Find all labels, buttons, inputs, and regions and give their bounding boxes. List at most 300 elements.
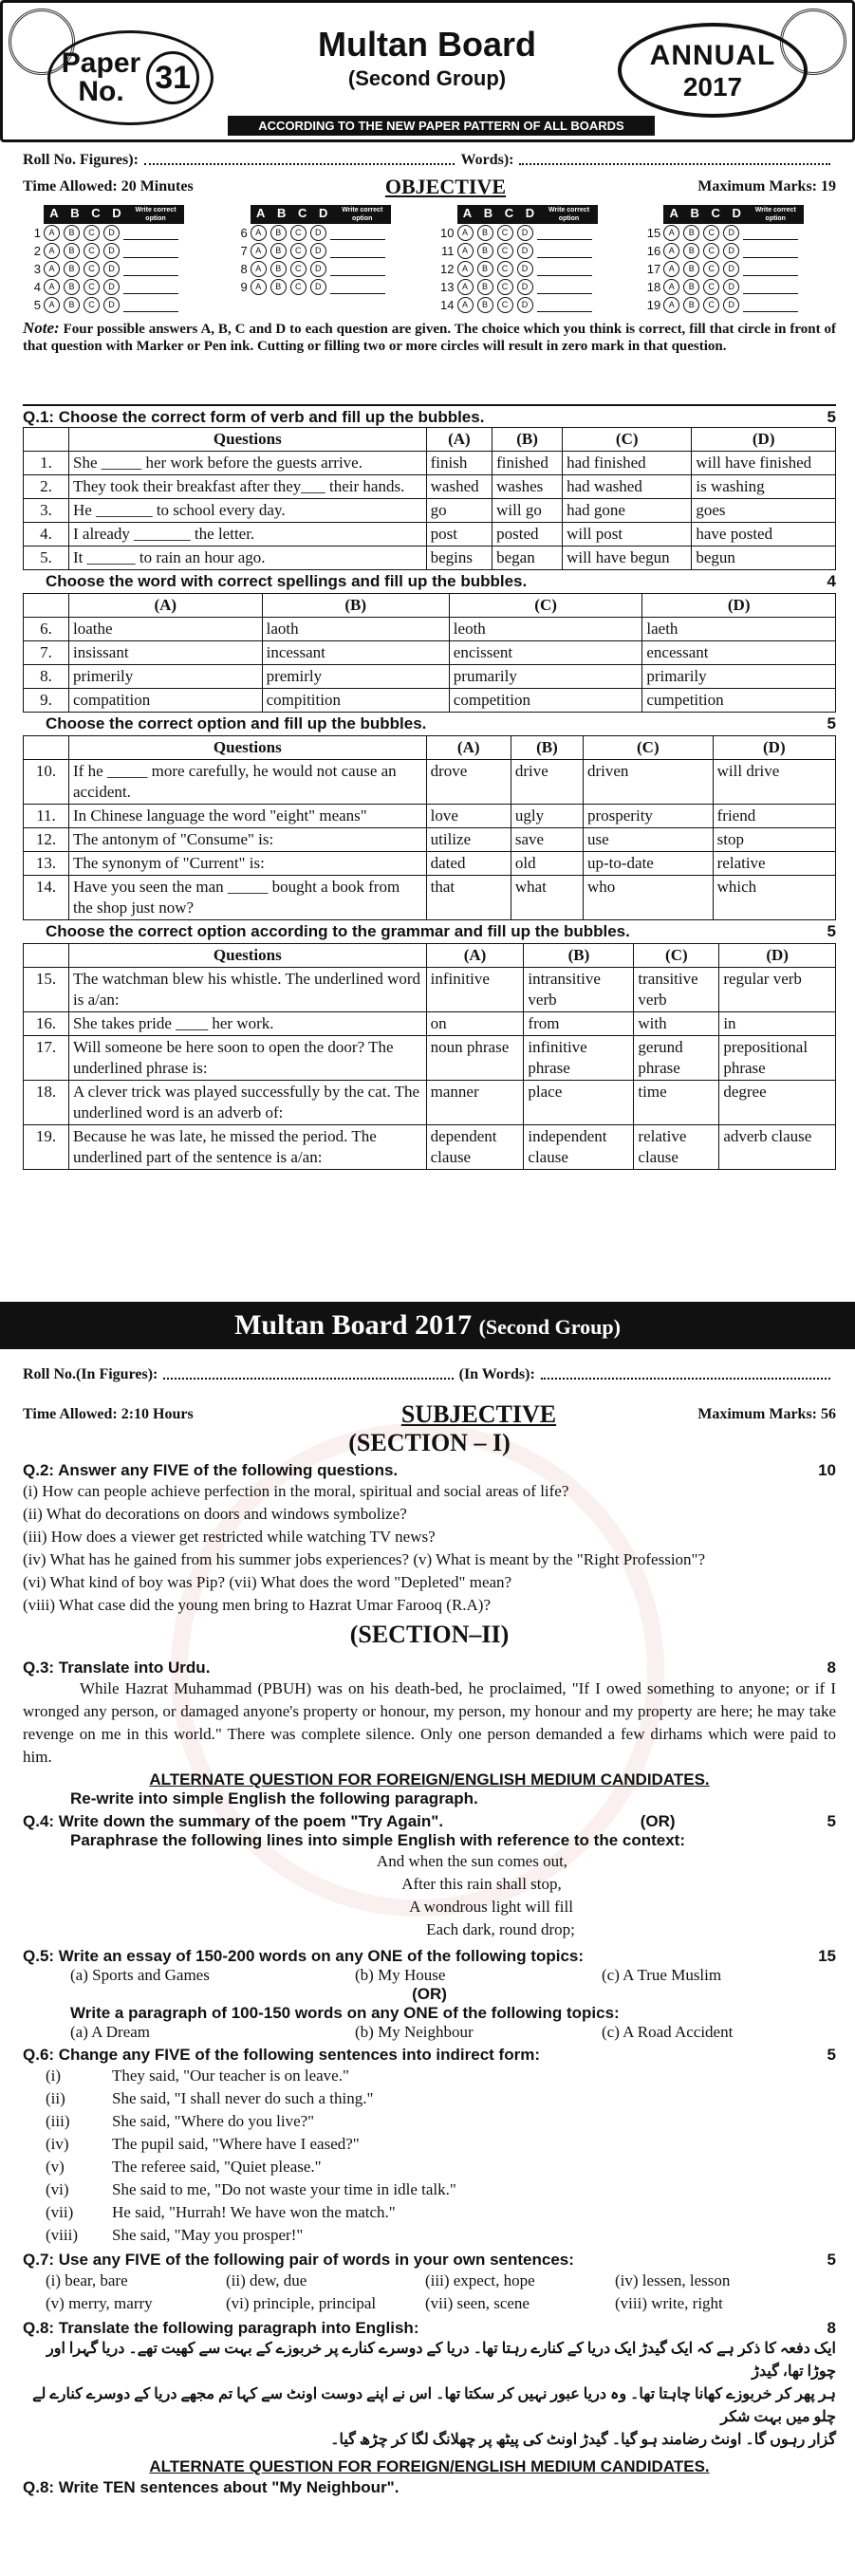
table-cell: will drive <box>713 760 835 805</box>
spell-heading <box>23 570 836 593</box>
table-cell: will post <box>563 523 692 547</box>
table-cell: They took their breakfast after they___ their hands. <box>69 475 427 499</box>
option-marks: 5 <box>827 714 836 732</box>
grammar-heading <box>23 920 836 943</box>
table-header-cell: (D) <box>719 944 836 968</box>
table-cell: 1. <box>24 452 69 475</box>
table-row <box>24 852 836 876</box>
answer-bubble[interactable]: D <box>517 297 533 313</box>
q7-pair: (i) bear, bare <box>46 2271 128 2289</box>
q7-pair: (iii) expect, hope <box>425 2271 535 2289</box>
table-cell: The watchman blew his whistle. The underlined word is a/an: <box>69 968 427 1012</box>
table-cell: The synonym of "Current" is: <box>69 852 427 876</box>
answer-write-line[interactable] <box>743 280 798 294</box>
table-cell: dependent clause <box>426 1125 524 1170</box>
answer-bubble[interactable]: D <box>723 279 739 295</box>
answer-bubble[interactable]: C <box>497 243 513 259</box>
answer-bubble[interactable]: C <box>84 279 100 295</box>
q2-question: (iii) How does a viewer get restricted while watching TV news? <box>23 1528 436 1546</box>
answer-bubble-grid <box>23 205 836 314</box>
q6-item <box>23 2133 836 2156</box>
bubble-header-letter: A <box>44 205 65 224</box>
q4-poem <box>23 1850 836 1941</box>
bubble-row <box>642 278 836 296</box>
answer-bubble[interactable]: C <box>290 243 307 259</box>
table-row <box>24 618 836 641</box>
table-cell: 8. <box>24 665 69 689</box>
q4-marks: 5 <box>827 1812 836 1830</box>
bubble-number: 18 <box>646 280 661 294</box>
answer-bubble[interactable]: B <box>64 225 80 241</box>
table-row <box>24 1012 836 1036</box>
q6-item <box>23 2065 836 2087</box>
table-cell: infinitive phrase <box>524 1036 634 1081</box>
q5-topic-c: (c) A True Muslim <box>602 1966 722 1984</box>
q6-item-text: The pupil said, "Where have I eased?" <box>112 2135 360 2153</box>
answer-write-line[interactable] <box>537 244 592 258</box>
answer-bubble[interactable]: B <box>683 297 699 313</box>
table-header-cell <box>24 428 69 452</box>
bubble-row <box>437 260 630 278</box>
bubble-header-letter: C <box>85 205 106 224</box>
subjective-section <box>23 1366 836 2497</box>
answer-bubble[interactable]: D <box>517 225 533 241</box>
bubble-row <box>230 224 423 242</box>
answer-bubble[interactable]: D <box>517 243 533 259</box>
table-cell: drove <box>426 760 511 805</box>
table-header-cell: (D) <box>692 428 836 452</box>
answer-bubble[interactable]: D <box>517 261 533 277</box>
note-label: Note: <box>23 319 60 337</box>
spell-table <box>23 593 836 713</box>
write-correct-label: Write correct option <box>541 205 598 224</box>
q1-section <box>23 397 836 1170</box>
table-cell: drive <box>511 760 583 805</box>
section-2-title: (SECTION–II) <box>349 1621 510 1648</box>
bubble-header-letter: C <box>705 205 726 224</box>
urdu-line: گزار رہوں گا۔ اونٹ رضامند ہو گیا۔ گیدڑ اونٹ کی پیٹھ پر چھلانگ لگا کر چڑھ گیا۔ <box>330 2432 836 2448</box>
q7-marks: 5 <box>827 2251 836 2269</box>
table-cell: time <box>634 1081 719 1125</box>
bubble-row <box>23 278 216 296</box>
poem-line: And when the sun comes out, <box>376 1852 568 1870</box>
answer-bubble[interactable]: D <box>103 243 120 259</box>
table-cell: regular verb <box>719 968 836 1012</box>
q6-label: Q.6: Change any FIVE of the following sentences into indirect form: <box>23 2046 540 2064</box>
table-cell: 7. <box>24 641 69 665</box>
bubble-row <box>23 242 216 260</box>
table-cell: Will someone be here soon to open the door? The underlined phrase is: <box>69 1036 427 1081</box>
q7-pair: (v) merry, marry <box>46 2294 153 2312</box>
table-header-cell: Questions <box>69 428 427 452</box>
table-cell: laoth <box>262 618 449 641</box>
bubble-block <box>437 205 630 314</box>
q5-marks: 15 <box>818 1947 836 1965</box>
table-cell: 3. <box>24 499 69 523</box>
roll-no-label: Roll No. Figures): <box>23 152 139 168</box>
q2-label: Q.2: Answer any FIVE of the following questions. <box>23 1461 399 1479</box>
poem-line: A wondrous light will fill <box>409 1898 573 1916</box>
answer-bubble[interactable]: A <box>251 279 267 295</box>
answer-write-line[interactable] <box>123 280 178 294</box>
answer-bubble[interactable]: D <box>103 279 120 295</box>
answer-bubble[interactable]: C <box>703 279 719 295</box>
answer-bubble[interactable]: D <box>310 243 326 259</box>
table-cell: washes <box>493 475 563 499</box>
table-row <box>24 1081 836 1125</box>
answer-bubble[interactable]: A <box>457 297 474 313</box>
q6-item-text: They said, "Our teacher is on leave." <box>112 2066 349 2085</box>
answer-bubble[interactable]: A <box>457 225 474 241</box>
board-title-block <box>266 25 588 91</box>
table-cell: 19. <box>24 1125 69 1170</box>
paper-header <box>28 13 827 137</box>
table-row <box>24 1125 836 1170</box>
table-cell: had gone <box>563 499 692 523</box>
answer-bubble[interactable]: B <box>477 225 493 241</box>
answer-bubble[interactable]: D <box>310 225 326 241</box>
table-cell: 4. <box>24 523 69 547</box>
table-cell: In Chinese language the word "eight" means" <box>69 805 427 828</box>
answer-bubble[interactable]: C <box>290 279 307 295</box>
answer-write-line[interactable] <box>330 280 385 294</box>
table-cell: compitition <box>262 689 449 713</box>
answer-bubble[interactable]: B <box>64 243 80 259</box>
answer-bubble[interactable]: D <box>103 261 120 277</box>
q1-marks: 5 <box>827 408 836 426</box>
answer-write-line[interactable] <box>330 262 385 276</box>
table-cell: 15. <box>24 968 69 1012</box>
answer-bubble[interactable]: A <box>44 279 60 295</box>
table-header-row <box>24 944 836 968</box>
q1-label: Q.1: Choose the correct form of verb and fill up the bubbles. <box>23 408 485 426</box>
table-cell: will have finished <box>692 452 836 475</box>
answer-bubble[interactable]: A <box>44 297 60 313</box>
answer-bubble[interactable]: C <box>84 225 100 241</box>
table-cell: have posted <box>692 523 836 547</box>
bubble-header-letter: D <box>520 205 541 224</box>
bubble-number: 19 <box>646 298 661 312</box>
table-header-cell <box>24 736 69 760</box>
answer-bubble[interactable]: B <box>683 261 699 277</box>
answer-bubble[interactable]: D <box>103 225 120 241</box>
answer-bubble[interactable]: C <box>497 297 513 313</box>
table-cell: post <box>426 523 493 547</box>
bubble-number: 4 <box>33 280 41 294</box>
q5-label: Q.5: Write an essay of 150-200 words on any ONE of the following topics: <box>23 1947 585 1965</box>
answer-write-line[interactable] <box>123 262 178 276</box>
table-header-cell: (A) <box>426 428 493 452</box>
answer-bubble[interactable]: A <box>663 243 679 259</box>
sub-roll-no-label: Roll No.(In Figures): <box>23 1366 158 1382</box>
answer-bubble[interactable]: C <box>290 261 307 277</box>
table-header-cell: (C) <box>583 736 713 760</box>
answer-bubble[interactable]: D <box>310 279 326 295</box>
answer-bubble[interactable]: B <box>270 279 287 295</box>
table-row <box>24 641 836 665</box>
table-row <box>24 665 836 689</box>
sub-roll-line <box>163 1378 453 1380</box>
answer-write-line[interactable] <box>123 226 178 240</box>
q3-label: Q.3: Translate into Urdu. <box>23 1659 211 1677</box>
bubble-number: 13 <box>440 280 455 294</box>
table-cell: A clever trick was played successfully by the cat. The underlined word is an adverb of: <box>69 1081 427 1125</box>
answer-bubble[interactable]: B <box>270 261 287 277</box>
table-cell: It ______ to rain an hour ago. <box>69 547 427 570</box>
time-allowed: Time Allowed: 20 Minutes <box>23 178 194 195</box>
bubble-header <box>23 205 216 224</box>
write-correct-label: Write correct option <box>747 205 804 224</box>
table-row <box>24 689 836 713</box>
q6-item-number: (iii) <box>46 2112 70 2130</box>
q2-question: (vi) What kind of boy was Pip? (vii) What does the word "Depleted" mean? <box>23 1573 512 1591</box>
q8-alt: Q.8: Write TEN sentences about "My Neighbour". <box>23 2478 400 2496</box>
answer-bubble[interactable]: D <box>723 297 739 313</box>
bubble-header-letter: D <box>313 205 334 224</box>
q6-item <box>23 2156 836 2178</box>
q7-pair: (vi) principle, principal <box>226 2294 377 2312</box>
table-header-cell: (C) <box>563 428 692 452</box>
answer-bubble[interactable]: C <box>84 261 100 277</box>
q6-item-text: She said, "Where do you live?" <box>112 2112 315 2130</box>
answer-bubble[interactable]: A <box>44 243 60 259</box>
answer-bubble[interactable]: B <box>477 279 493 295</box>
spell-marks: 4 <box>827 572 836 590</box>
answer-bubble[interactable]: C <box>703 225 719 241</box>
table-cell: posted <box>493 523 563 547</box>
bubble-row <box>642 242 836 260</box>
table-cell: from <box>524 1012 634 1036</box>
q5-or: (OR) <box>412 1985 447 2003</box>
answer-bubble[interactable]: D <box>103 297 120 313</box>
table-cell: He _______ to school every day. <box>69 499 427 523</box>
answer-bubble[interactable]: B <box>683 225 699 241</box>
banner-title: Multan Board 2017 <box>234 1309 473 1341</box>
table-cell: save <box>511 828 583 852</box>
answer-bubble[interactable]: C <box>703 297 719 313</box>
table-cell: 12. <box>24 828 69 852</box>
q6-item-number: (ii) <box>46 2089 65 2107</box>
answer-bubble[interactable]: B <box>683 279 699 295</box>
answer-bubble[interactable]: D <box>723 225 739 241</box>
table-cell: washed <box>426 475 493 499</box>
bubble-header-letter: A <box>251 205 271 224</box>
poem-line: After this rain shall stop, <box>401 1875 562 1893</box>
answer-write-line[interactable] <box>123 244 178 258</box>
q6-heading <box>23 2044 836 2065</box>
answer-bubble[interactable]: B <box>683 243 699 259</box>
answer-bubble[interactable]: B <box>64 261 80 277</box>
answer-bubble[interactable]: D <box>310 261 326 277</box>
answer-write-line[interactable] <box>537 280 592 294</box>
q4-or: (OR) <box>640 1812 676 1830</box>
bubble-header <box>437 205 630 224</box>
bubble-row <box>642 296 836 314</box>
answer-bubble[interactable]: C <box>497 225 513 241</box>
table-cell: prumarily <box>449 665 642 689</box>
bubble-header-letter: C <box>292 205 313 224</box>
table-cell: cumpetition <box>642 689 836 713</box>
q6-marks: 5 <box>827 2046 836 2064</box>
table-header-cell: (B) <box>524 944 634 968</box>
q6-item-number: (vii) <box>46 2203 74 2221</box>
subjective-title: SUBJECTIVE <box>400 1400 557 1428</box>
table-cell: friend <box>713 805 835 828</box>
q7-label: Q.7: Use any FIVE of the following pair of words in your own sentences: <box>23 2251 574 2269</box>
table-cell: love <box>426 805 511 828</box>
q2-questions <box>23 1480 836 1617</box>
answer-bubble[interactable]: D <box>723 261 739 277</box>
answer-write-line[interactable] <box>537 298 592 312</box>
answer-write-line[interactable] <box>330 244 385 258</box>
answer-bubble[interactable]: A <box>44 225 60 241</box>
answer-write-line[interactable] <box>537 262 592 276</box>
answer-bubble[interactable]: A <box>663 279 679 295</box>
answer-bubble[interactable]: C <box>703 243 719 259</box>
answer-bubble[interactable]: B <box>270 243 287 259</box>
words-line <box>519 163 830 165</box>
table-header-row <box>24 736 836 760</box>
bubble-header-letter: B <box>684 205 705 224</box>
bubble-number: 11 <box>441 244 455 258</box>
answer-bubble[interactable]: B <box>270 225 287 241</box>
option-heading <box>23 713 836 735</box>
table-header-cell: (B) <box>262 594 449 618</box>
table-cell: is washing <box>692 475 836 499</box>
answer-write-line[interactable] <box>743 244 798 258</box>
table-cell: 10. <box>24 760 69 805</box>
bubble-header-letter: D <box>106 205 127 224</box>
table-header-cell: Questions <box>69 736 427 760</box>
table-cell: up-to-date <box>583 852 713 876</box>
answer-bubble[interactable]: B <box>64 279 80 295</box>
grammar-label: Choose the correct option according to the grammar and fill up the bubbles. <box>46 922 630 940</box>
q6-item-text: She said, "May you prosper!" <box>112 2226 304 2244</box>
table-header-cell: (B) <box>511 736 583 760</box>
answer-write-line[interactable] <box>743 226 798 240</box>
answer-bubble[interactable]: D <box>723 243 739 259</box>
q7-heading <box>23 2249 836 2270</box>
sub-max-marks: Maximum Marks: 56 <box>697 1406 836 1422</box>
answer-bubble[interactable]: D <box>517 279 533 295</box>
year-label: 2017 <box>682 72 743 102</box>
q2-question: (iv) What has he gained from his summer jobs experiences? (v) What is meant by the "Right Profession"? <box>23 1550 706 1568</box>
answer-bubble[interactable]: A <box>251 225 267 241</box>
answer-bubble[interactable]: C <box>290 225 307 241</box>
q6-item-number: (i) <box>46 2066 62 2085</box>
table-cell: manner <box>426 1081 524 1125</box>
table-cell: old <box>511 852 583 876</box>
table-cell: encessant <box>642 641 836 665</box>
objective-info <box>23 152 836 355</box>
bubble-row <box>230 242 423 260</box>
table-cell: utilize <box>426 828 511 852</box>
bubble-number: 8 <box>240 262 248 276</box>
answer-bubble[interactable]: C <box>84 243 100 259</box>
answer-bubble[interactable]: A <box>457 279 474 295</box>
table-cell: premirly <box>262 665 449 689</box>
answer-write-line[interactable] <box>537 226 592 240</box>
table-cell: ugly <box>511 805 583 828</box>
option-table <box>23 735 836 920</box>
table-cell: She takes pride ____ her work. <box>69 1012 427 1036</box>
q8-heading <box>23 2317 836 2338</box>
answer-bubble[interactable]: B <box>477 243 493 259</box>
table-cell: primarily <box>642 665 836 689</box>
answer-bubble[interactable]: C <box>703 261 719 277</box>
answer-bubble[interactable]: A <box>663 297 679 313</box>
table-cell: driven <box>583 760 713 805</box>
table-cell: If he _____ more carefully, he would not cause an accident. <box>69 760 427 805</box>
bubble-number: 2 <box>33 244 41 258</box>
table-cell: loathe <box>69 618 263 641</box>
answer-write-line[interactable] <box>330 226 385 240</box>
answer-write-line[interactable] <box>743 298 798 312</box>
board-group: (Second Group) <box>347 66 507 90</box>
table-header-cell: (B) <box>493 428 563 452</box>
write-correct-label: Write correct option <box>334 205 391 224</box>
answer-bubble[interactable]: A <box>457 261 474 277</box>
table-cell: place <box>524 1081 634 1125</box>
q3-heading <box>23 1657 836 1677</box>
paper-number-badge <box>47 30 214 125</box>
answer-bubble[interactable]: A <box>663 261 679 277</box>
bubble-header-letter: D <box>726 205 747 224</box>
answer-bubble[interactable]: A <box>44 261 60 277</box>
bubble-row <box>437 278 630 296</box>
bubble-header-letter: A <box>457 205 478 224</box>
table-row <box>24 523 836 547</box>
table-cell: what <box>511 876 583 920</box>
table-cell: 5. <box>24 547 69 570</box>
q6-item-text: She said, "I shall never do such a thing." <box>112 2089 374 2107</box>
q5-para-label: Write a paragraph of 100-150 words on any ONE of the following topics: <box>70 2004 620 2022</box>
q2-question: (ii) What do decorations on doors and windows symbolize? <box>23 1505 407 1523</box>
bubble-row <box>23 260 216 278</box>
bubble-number: 6 <box>240 226 248 240</box>
q6-item <box>23 2178 836 2201</box>
table-cell: finished <box>493 452 563 475</box>
answer-write-line[interactable] <box>123 298 178 312</box>
urdu-line: ایک دفعہ کا ذکر ہے کہ ایک گیدڑ ایک دریا کے کنارے رہتا تھا۔ دریا کے دوسرے کنارے پر خربوزے کے بہت سے کھیت تھے۔ دریا گہرا اور چوڑا تھا، گیدڑ <box>46 2341 836 2380</box>
answer-bubble[interactable]: A <box>251 261 267 277</box>
table-cell: The antonym of "Consume" is: <box>69 828 427 852</box>
table-cell: begun <box>692 547 836 570</box>
sub-words-line <box>541 1378 830 1380</box>
answer-write-line[interactable] <box>743 262 798 276</box>
answer-bubble[interactable]: B <box>477 297 493 313</box>
table-header-row <box>24 428 836 452</box>
answer-bubble[interactable]: C <box>84 297 100 313</box>
answer-bubble[interactable]: B <box>477 261 493 277</box>
q8-marks: 8 <box>827 2319 836 2337</box>
answer-bubble[interactable]: A <box>251 243 267 259</box>
table-cell: stop <box>713 828 835 852</box>
table-cell: with <box>634 1012 719 1036</box>
paper-label: Paper <box>61 47 141 79</box>
table-cell: 13. <box>24 852 69 876</box>
q2-question: (viii) What case did the young men bring to Hazrat Umar Farooq (R.A)? <box>23 1596 492 1614</box>
answer-bubble[interactable]: A <box>663 225 679 241</box>
answer-bubble[interactable]: A <box>457 243 474 259</box>
answer-bubble[interactable]: B <box>64 297 80 313</box>
q1-table <box>23 427 836 570</box>
bubble-block <box>230 205 423 314</box>
bubble-header-letter: A <box>663 205 684 224</box>
answer-bubble[interactable]: C <box>497 279 513 295</box>
table-cell: had finished <box>563 452 692 475</box>
answer-bubble[interactable]: C <box>497 261 513 277</box>
